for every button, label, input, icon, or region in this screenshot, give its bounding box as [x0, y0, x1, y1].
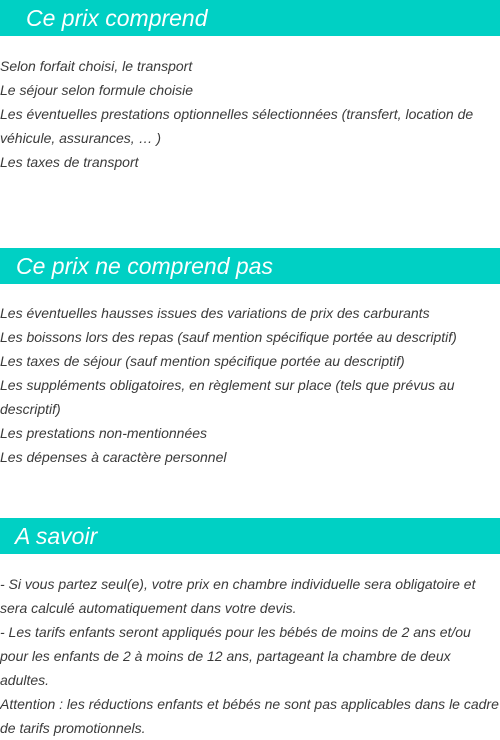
list-item: Les taxes de séjour (sauf mention spécifique portée au descriptif) — [0, 353, 405, 369]
not-included-list — [0, 301, 500, 469]
list-item: Les taxes de transport — [0, 154, 139, 170]
section-title-not-included: Ce prix ne comprend pas — [16, 253, 273, 279]
list-item: Le séjour selon formule choisie — [0, 82, 193, 98]
section-title-good-to-know: A savoir — [15, 523, 98, 549]
section-title-included: Ce prix comprend — [26, 5, 208, 31]
list-item: - Les tarifs enfants seront appliqués pour les bébés de moins de 2 ans et/ou pour les enfants de 2 à moins de 12 ans, partageant la chambre de deux adultes. — [0, 624, 471, 688]
section-header-included — [0, 0, 500, 36]
list-item: - Si vous partez seul(e), votre prix en chambre individuelle sera obligatoire et sera calculé automatiquement dans votre devis. — [0, 576, 476, 616]
list-item: Les prestations non-mentionnées — [0, 425, 208, 441]
list-item: Les boissons lors des repas (sauf mention spécifique portée au descriptif) — [0, 329, 457, 345]
section-header-good-to-know — [0, 518, 500, 554]
list-item: Les dépenses à caractère personnel — [0, 449, 227, 465]
list-item: Les éventuelles hausses issues des variations de prix des carburants — [0, 305, 430, 321]
list-item: Attention : les réductions enfants et bébés ne sont pas applicables dans le cadre de tarifs promotionnels. — [0, 696, 499, 736]
list-item: Les éventuelles prestations optionnelles sélectionnées (transfert, location de véhicule, assurances, … ) — [0, 106, 474, 146]
list-item: Selon forfait choisi, le transport — [0, 58, 193, 74]
section-header-not-included — [0, 248, 500, 284]
included-list — [0, 54, 500, 174]
list-item: Les suppléments obligatoires, en règlement sur place (tels que prévus au descriptif) — [0, 377, 455, 417]
